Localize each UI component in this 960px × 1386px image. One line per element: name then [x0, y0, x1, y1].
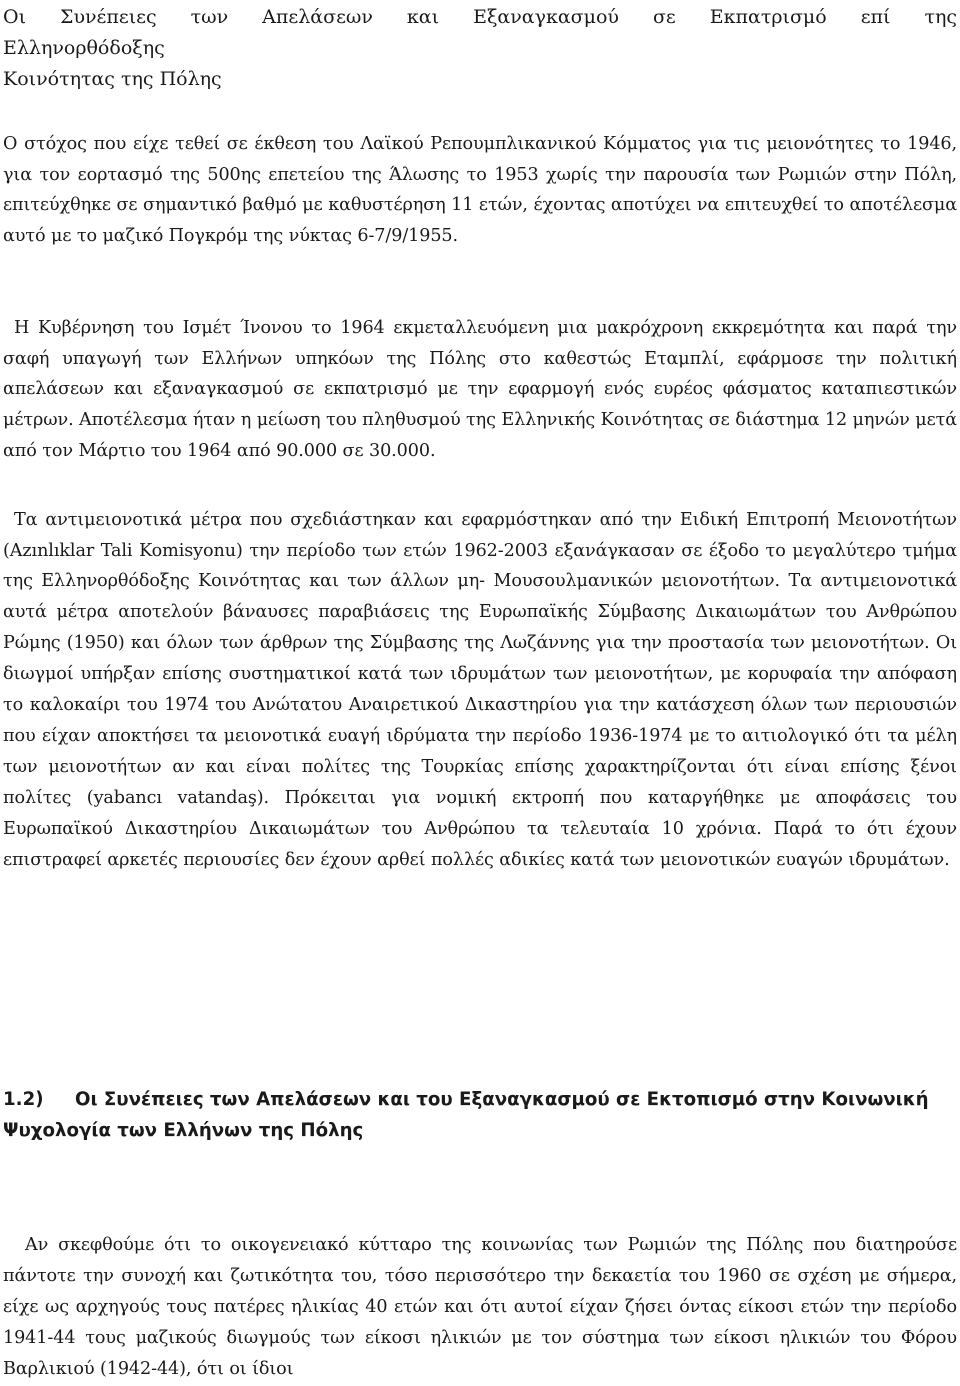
- paragraph-3-text: Τα αντιμειονοτικά μέτρα που σχεδιάστηκαν και εφαρμόστηκαν από την Ειδική Επιτροπή Μειονοτήτων (Azınlıklar Tali Komisyonu) την περίοδο των ετών 1962-2003 εξανάγκασαν σε έξοδο το μεγαλύτερο τμήμα της Ελληνορθόδοξης Κοινότητας και των άλλων μη- Μουσουλμανικών μειονοτήτων. Τα αντιμειονοτικά αυτά μέτρα αποτελούν βάναυσες παραβιάσεις της Ευρωπαϊκής Σύμβασης Δικαιωμάτων του Ανθρώπου Ρώμης (1950) και όλων των άρθρων της Σύμβασης της Λωζάννης για την προστασία των μειονοτήτων. Οι διωγμοί υπήρξαν επίσης συστηματικοί κατά των ιδρυμάτων των μειονοτήτων, με κορυφαία την απόφαση το καλοκαίρι του 1974 του Ανώτατου Αναιρετικού Δικαστηρίου για την κατάσχεση όλων των περιουσιών που είχαν αποκτήσει τα μειονοτικά ευαγή ιδρύματα την περίοδο 1936-1974 με το αιτιολογικό ότι τα μέλη των μειονοτήτων αν και είναι πολίτες της Τουρκίας επίσης χαρακτηρίζονται ότι είναι επίσης ξένοι πολίτες (yabancı vatandaş). Πρόκειται για νομική εκτροπή που καταργήθηκε με αποφάσεις του Ευρωπαϊκού Δικαστηρίου Δικαιωμάτων του Ανθρώπου τα τελευταία 10 χρόνια. Παρά το ότι έχουν επιστραφεί αρκετές περιουσίες δεν έχουν αρθεί πολλές αδικίες κατά των μειονοτικών ευαγών ιδρυμάτων.: [3, 509, 957, 870]
- document-heading: [3, 2, 957, 95]
- paragraph-2-text: Η Κυβέρνηση του Ισμέτ Ίνονου το 1964 εκμεταλλευόμενη μια μακρόχρονη εκκρεμότητα και παρά την σαφή υπαγωγή των Ελλήνων υπηκόων της Πόλης στο καθεστώς Εταμπλί, εφάρμοσε την πολιτική απελάσεων και εξαναγκασμού σε εκπατρισμό με την εφαρμογή ενός ευρέος φάσματος καταπιεστικών μέτρων. Αποτέλεσμα ήταν η μείωση του πληθυσμού της Ελληνικής Κοινότητας σε διάστημα 12 μηνών μετά από τον Μάρτιο του 1964 από 90.000 σε 30.000.: [3, 317, 958, 462]
- heading-line-3: Κοινότητας της Πόλης: [3, 68, 222, 90]
- document-page: [3, 0, 958, 1380]
- section-number: 1.2): [3, 1089, 44, 1110]
- paragraph-3: [3, 505, 957, 876]
- section-paragraph-text: Αν σκεφθούμε ότι το οικογενειακό κύτταρο της κοινωνίας των Ρωμιών της Πόλης που διατηρούσε πάντοτε την συνοχή και ζωτικότητα του, τόσο περισσότερο την δεκαετία του 1960 σε σχέση με σήμερα, είχε ως αρχηγούς τους πατέρες ηλικίας 40 ετών και ότι αυτοί είχαν ζήσει όντας είκοσι ετών την περίοδο 1941-44 τους μαζικούς διωγμούς των είκοσι ηλικιών με τον σύστημα των είκοσι ηλικιών του Φόρου Βαρλικιού (1942-44), ότι οι ίδιοι: [3, 1234, 957, 1380]
- section-paragraph: [3, 1230, 957, 1386]
- heading-line-2: Ελληνορθόδοξης: [3, 37, 165, 59]
- heading-line-1: Οι Συνέπειες των Απελάσεων και Εξαναγκασμού σε Εκπατρισμό επί της: [3, 6, 957, 28]
- paragraph-2: [3, 313, 957, 468]
- paragraph-1: Ο στόχος που είχε τεθεί σε έκθεση του Λαϊκού Ρεπουμπλικανικού Κόμματος για τις μειονότητες το 1946, για τον εορτασμό της 500ης επετείου της Άλωσης το 1953 χωρίς την παρουσία των Ρωμιών στην Πόλη, επιτεύχθηκε σε σημαντικό βαθμό με καθυστέρηση 11 ετών, έχοντας αποτύχει να επιτευχθεί το αποτέλεσμα αυτό με το μαζικό Πογκρόμ της νύκτας 6-7/9/1955.: [3, 133, 957, 247]
- section-heading: [3, 1084, 957, 1146]
- section-title: Οι Συνέπειες των Απελάσεων και του Εξαναγκασμού σε Εκτοπισμό στην Κοινωνική Ψυχολογία των Ελλήνων της Πόλης: [3, 1089, 929, 1141]
